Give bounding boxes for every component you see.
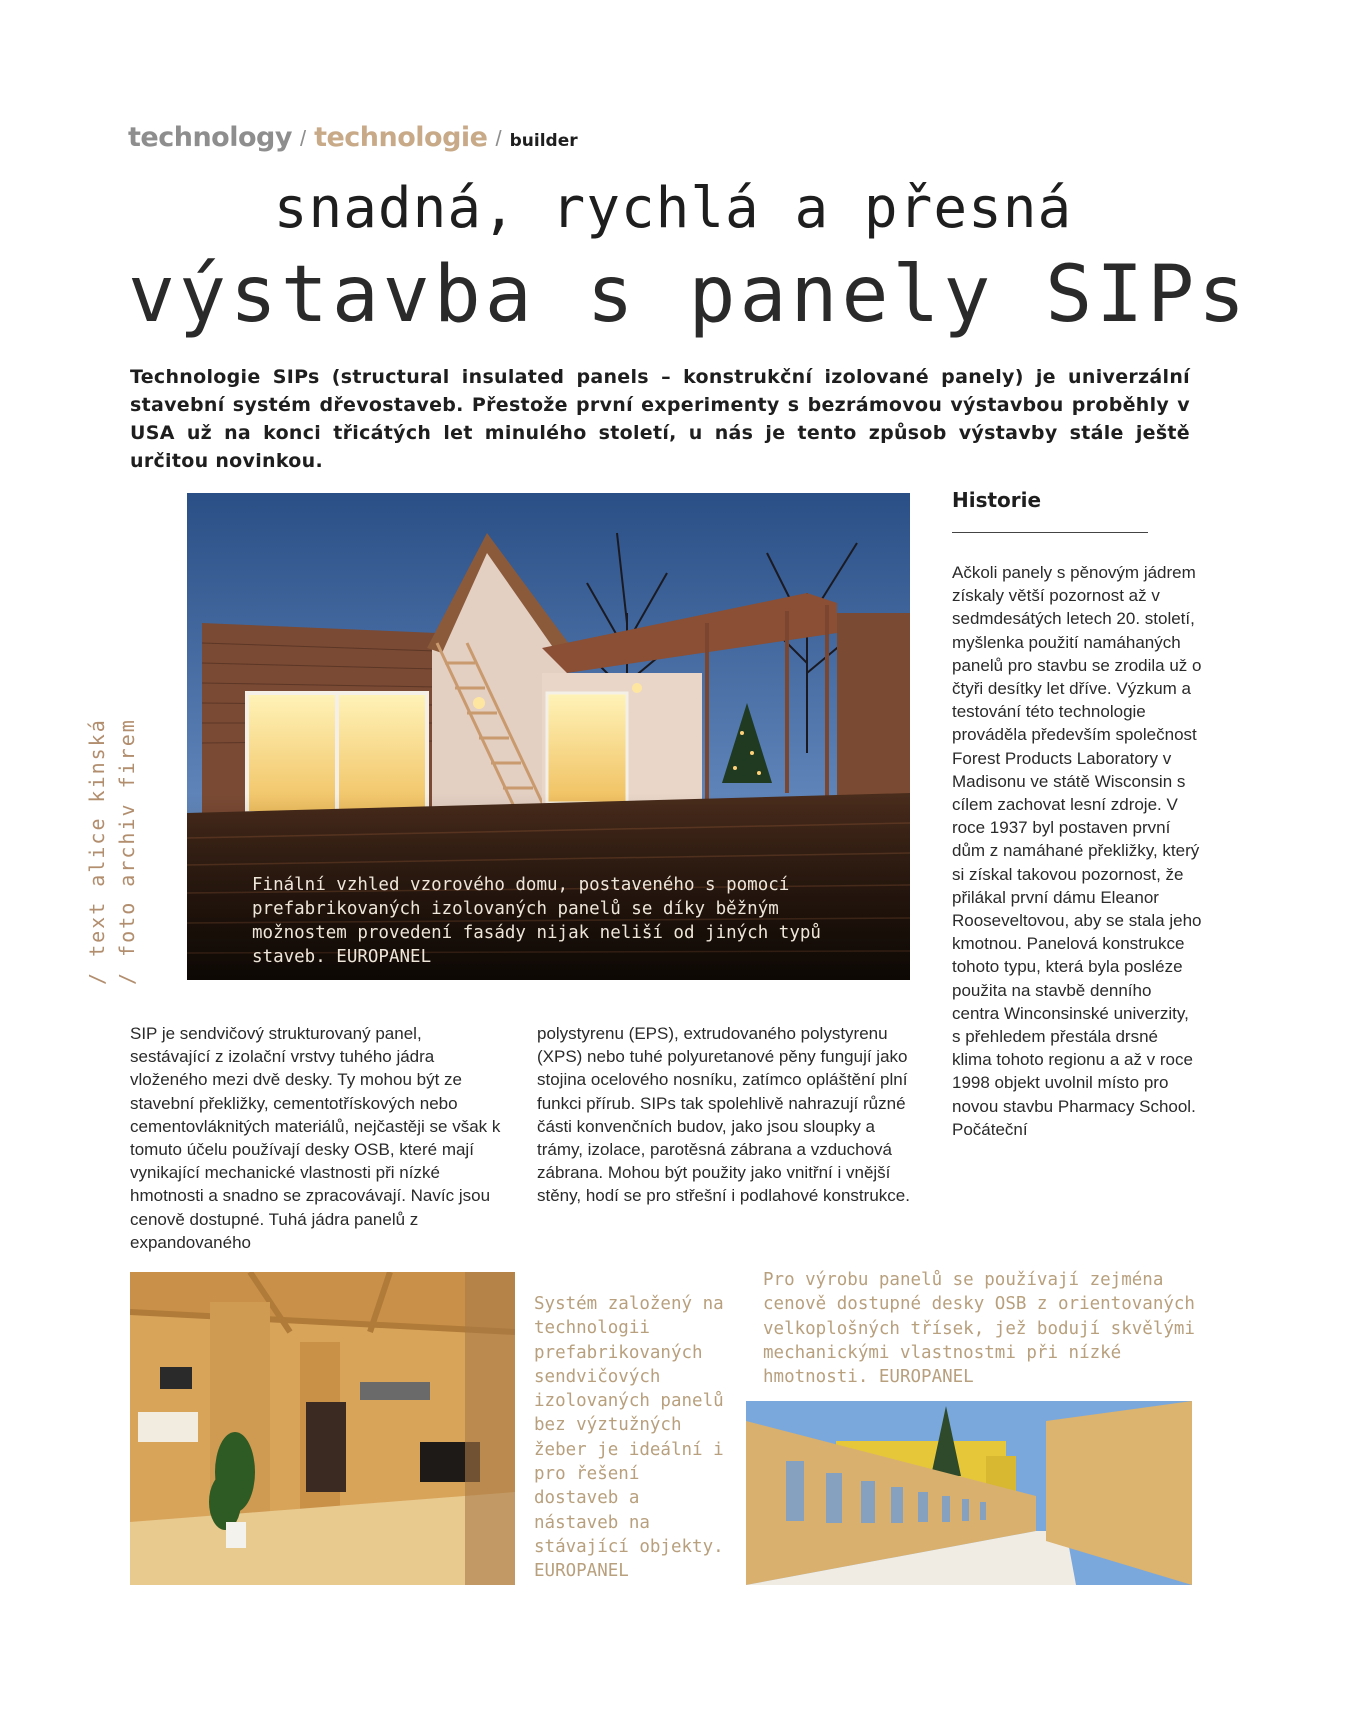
panels-photo-caption: Pro výrobu panelů se používají zejména cenově dostupné desky OSB z orientovaných velkoplošných třísek, jež bodují skvělými mechanickými vlastnostmi při nízké hmotnosti. EUROPANEL <box>763 1270 1195 1388</box>
interior-photo-caption: Systém založený na technologii prefabrikovaných sendvičových izolovaných panelů bez výztužných žeber je ideální i pro řešení dostaveb a nástaveb na stávající objekty. EUROPANEL <box>534 1294 724 1582</box>
sidebar-heading: Historie <box>952 488 1042 512</box>
main-photo-caption: Finální vzhled vzorového domu, postaveného s pomocí prefabrikovaných izolovaných panelů se díky běžným možnostem provedení fasády nijak neliší od jiných typů staveb. EUROPANEL <box>252 875 821 967</box>
lead-paragraph: Technologie SIPs (structural insulated panels – konstrukční izolované panely) je univerzální stavební systém dřevostaveb. Přestože první experimenty s bezrámovou výstavbou proběhly v USA už na konci třicátých let minulého století, u nás je tento způsob výstavby stále ještě určitou novinkou. <box>130 366 1190 472</box>
title-line-2: výstavba s panely SIPs <box>128 250 1250 340</box>
interior-photo <box>130 1272 515 1585</box>
credit-text: / text alice kinská <box>85 718 109 985</box>
panels-illustration <box>746 1401 1192 1585</box>
body-column-2: polystyrenu (EPS), extrudovaného polystyrenu (XPS) nebo tuhé polyuretanové pěny fungují jako stojina ocelového nosníku, zatímco opláštění plní funkci přírub. SIPs tak spolehlivě nahrazují různé části konvenčních budov, jako jsou sloupky a trámy, izolace, parotěsná zábrana a vzduchová zábrana. Mohou být použity jako vnitřní i vnější stěny, hodí se pro střešní i podlahové konstrukce. <box>537 1024 910 1206</box>
section-label: builder <box>509 131 578 151</box>
sidebar-text: Ačkoli panely s pěnovým jádrem získaly větší pozornost až v sedmdesátých letech 20. století, myšlenka použití namáhaných panelů pro stavbu se zrodila už o čtyři desítky let dříve. Výzkum a testování této technologie prováděla především společnost Forest Products Laboratory v Madisonu ve státě Wisconsin s cílem zachovat lesní zdroje. V roce 1937 byl postaven první dům z namáhané překližky, který si získal takovou pozornost, že přilákal první dámu Eleanor Rooseveltovou, aby se stala jeho kmotnou. Panelová konstrukce tohoto typu, která byla posléze použita na stavbě denního centra Winconsinské univerzity, s přehledem přestála drsné klima tohoto regionu a až v roce 1998 objekt uvolnil místo pro novou stavbu Pharmacy School. Počáteční <box>952 563 1202 1139</box>
title-line-1: snadná, rychlá a přesná <box>273 176 1073 241</box>
sidebar-divider <box>952 532 1148 533</box>
body-column-1: SIP je sendvičový strukturovaný panel, sestávající z izolační vrstvy tuhého jádra vloženého mezi dvě desky. Ty mohou být ze stavební překližky, cementotřískových nebo cementovláknitých materiálů, nejčastěji se však k tomuto účelu používají desky OSB, které mají vynikající mechanické vlastnosti při nízké hmotnosti a snadno se zpracovávají. Navíc jsou cenově dostupné. Tuhá jádra panelů z expandovaného <box>130 1024 501 1252</box>
interior-illustration <box>130 1272 515 1585</box>
credits <box>82 718 142 985</box>
category-cz: technologie <box>314 122 488 153</box>
breadcrumb <box>128 122 578 153</box>
category-en: technology <box>128 122 292 153</box>
credit-photo: / foto archiv firem <box>115 718 139 985</box>
panels-photo <box>746 1401 1192 1585</box>
breadcrumb-separator: / <box>299 126 307 151</box>
breadcrumb-separator: / <box>495 126 502 151</box>
